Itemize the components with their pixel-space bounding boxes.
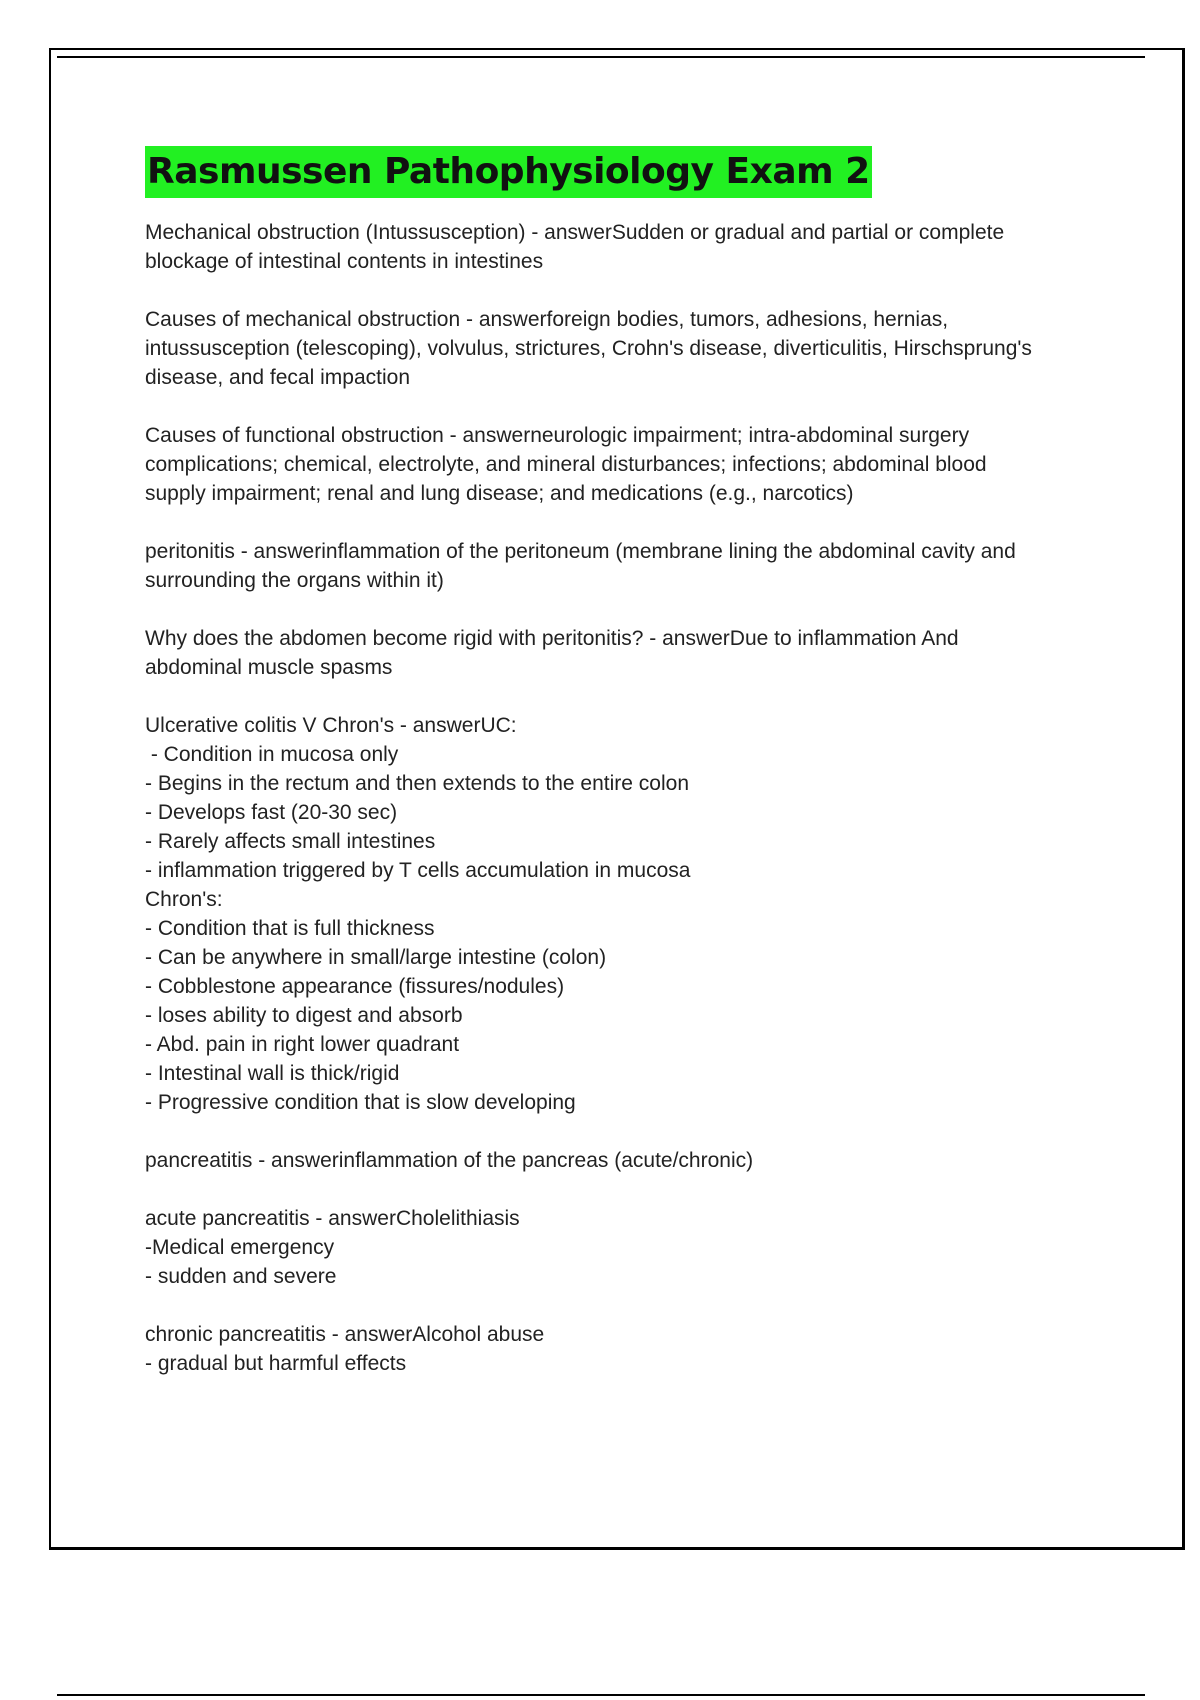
- entry-line: - sudden and severe: [145, 1265, 337, 1288]
- entry-line: Chron's:: [145, 888, 223, 911]
- qa-entry: [145, 1146, 1105, 1175]
- qa-entry: [145, 624, 1105, 682]
- entry-line: Why does the abdomen become rigid with peritonitis? - answerDue to inflammation And: [145, 627, 959, 650]
- entry-line: supply impairment; renal and lung disease; and medications (e.g., narcotics): [145, 482, 854, 505]
- entry-line: - Rarely affects small intestines: [145, 830, 436, 853]
- entry-line: - Abd. pain in right lower quadrant: [145, 1033, 460, 1056]
- entry-line: - Condition that is full thickness: [145, 917, 435, 940]
- bottom-rule: [57, 1694, 1145, 1696]
- entry-line: - inflammation triggered by T cells accumulation in mucosa: [145, 859, 691, 882]
- qa-entry: [145, 421, 1105, 508]
- entry-line: Ulcerative colitis V Chron's - answerUC:: [145, 714, 517, 737]
- entry-line: - Intestinal wall is thick/rigid: [145, 1062, 400, 1085]
- entry-line: disease, and fecal impaction: [145, 366, 410, 389]
- entry-line: pancreatitis - answerinflammation of the pancreas (acute/chronic): [145, 1149, 754, 1172]
- qa-entry: [145, 1320, 1105, 1378]
- entry-line: Mechanical obstruction (Intussusception) - answerSudden or gradual and partial or complete: [145, 221, 1005, 244]
- entry-line: - Develops fast (20-30 sec): [145, 801, 398, 824]
- entry-line: abdominal muscle spasms: [145, 656, 393, 679]
- entry-line: chronic pancreatitis - answerAlcohol abuse: [145, 1323, 545, 1346]
- entries-list: [145, 218, 1105, 1378]
- qa-entry: [145, 218, 1105, 276]
- entry-line: surrounding the organs within it): [145, 569, 444, 592]
- entry-line: complications; chemical, electrolyte, and mineral disturbances; infections; abdominal blood: [145, 453, 987, 476]
- qa-entry: [145, 711, 1105, 1117]
- entry-line: - Begins in the rectum and then extends to the entire colon: [145, 772, 690, 795]
- qa-entry: [145, 305, 1105, 392]
- entry-line: - loses ability to digest and absorb: [145, 1004, 463, 1027]
- entry-line: blockage of intestinal contents in intestines: [145, 250, 544, 273]
- entry-line: peritonitis - answerinflammation of the peritoneum (membrane lining the abdominal cavity and: [145, 540, 1016, 563]
- entry-line: - gradual but harmful effects: [145, 1352, 407, 1375]
- entry-line: intussusception (telescoping), volvulus, strictures, Crohn's disease, diverticulitis, Hirschsprung's: [145, 337, 1032, 360]
- document-body: [145, 146, 1105, 1407]
- document-title: Rasmussen Pathophysiology Exam 2: [145, 146, 872, 198]
- entry-line: - Condition in mucosa only: [145, 743, 399, 766]
- entry-line: - Progressive condition that is slow developing: [145, 1091, 576, 1114]
- entry-line: Causes of mechanical obstruction - answerforeign bodies, tumors, adhesions, hernias,: [145, 308, 949, 331]
- entry-line: Causes of functional obstruction - answerneurologic impairment; intra-abdominal surgery: [145, 424, 970, 447]
- qa-entry: [145, 1204, 1105, 1291]
- entry-line: - Cobblestone appearance (fissures/nodules): [145, 975, 565, 998]
- entry-line: - Can be anywhere in small/large intestine (colon): [145, 946, 607, 969]
- qa-entry: [145, 537, 1105, 595]
- entry-line: acute pancreatitis - answerCholelithiasis: [145, 1207, 520, 1230]
- entry-line: -Medical emergency: [145, 1236, 335, 1259]
